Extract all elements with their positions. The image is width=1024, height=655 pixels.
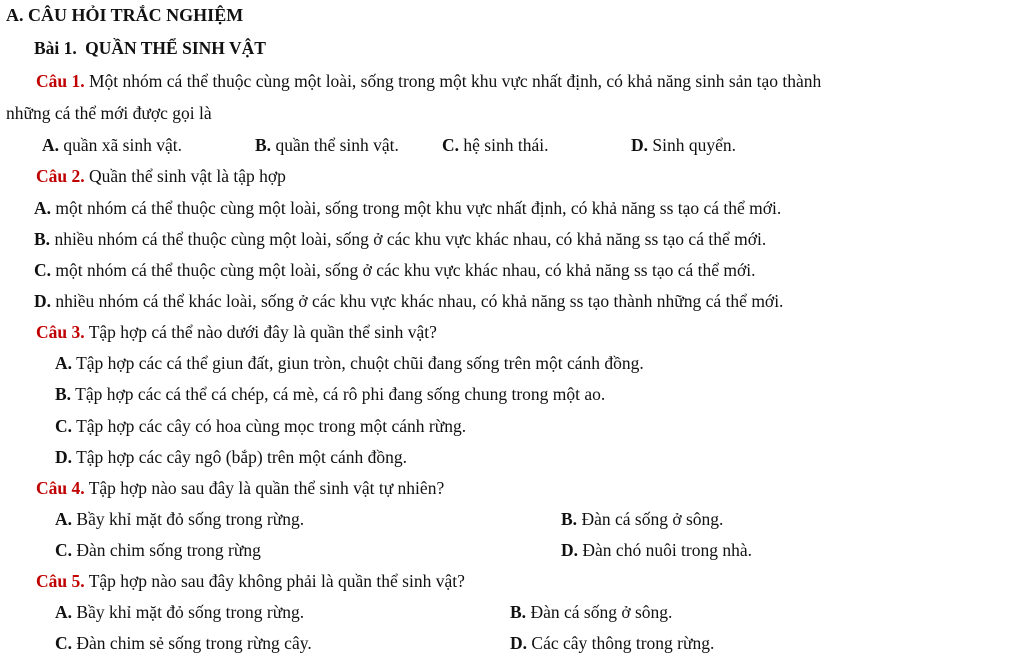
question-3-option-a: A. Tập hợp các cá thể giun đất, giun tròn, chuột chũi đang sống trên một cánh đồng. (55, 353, 644, 373)
lesson-number: Bài 1. (34, 38, 77, 58)
section-letter: A. (6, 5, 24, 25)
section-title: CÂU HỎI TRẮC NGHIỆM (28, 5, 244, 25)
question-2-option-d: D. nhiều nhóm cá thể khác loài, sống ở các khu vực khác nhau, có khả năng ss tạo thành những cá thể mới. (34, 291, 784, 311)
question-3-option-c: C. Tập hợp các cây có hoa cùng mọc trong một cánh rừng. (55, 416, 467, 436)
question-2-label: Câu 2. (36, 166, 85, 186)
question-1-stem-line1: Một nhóm cá thể thuộc cùng một loài, sống trong một khu vực nhất định, có khả năng sinh sản tạo thành (89, 71, 822, 91)
question-2-option-c: C. một nhóm cá thể thuộc cùng một loài, sống ở các khu vực khác nhau, có khả năng ss tạo cá thể mới. (34, 260, 756, 280)
question-1-option-b: B. quần thể sinh vật. (255, 135, 399, 155)
question-4-label: Câu 4. (36, 478, 85, 498)
question-5-option-a: A. Bầy khỉ mặt đỏ sống trong rừng. (55, 602, 305, 622)
question-4-option-b: B. Đàn cá sống ở sông. (561, 509, 724, 529)
question-1-stem-line2: những cá thể mới được gọi là (6, 103, 212, 123)
lesson-heading (34, 37, 266, 59)
section-heading (6, 4, 243, 26)
question-1-label: Câu 1. (36, 71, 85, 91)
lesson-title: QUẦN THỂ SINH VẬT (85, 38, 266, 58)
question-5-label: Câu 5. (36, 571, 85, 591)
question-1-stem (36, 70, 821, 92)
question-4-option-d: D. Đàn chó nuôi trong nhà. (561, 540, 753, 560)
question-2-option-b: B. nhiều nhóm cá thể thuộc cùng một loài, sống ở các khu vực khác nhau, có khả năng ss tạo cá thể mới. (34, 229, 767, 249)
question-3-label: Câu 3. (36, 322, 85, 342)
question-3-stem: Câu 3. Tập hợp cá thể nào dưới đây là quần thể sinh vật? (36, 322, 437, 342)
question-1-option-d: D. Sinh quyển. (631, 135, 737, 155)
question-5-option-d: D. Các cây thông trong rừng. (510, 633, 715, 653)
question-3-option-d: D. Tập hợp các cây ngô (bắp) trên một cánh đồng. (55, 447, 408, 467)
question-4-option-c: C. Đàn chim sống trong rừng (55, 540, 261, 560)
question-4-option-a: A. Bầy khỉ mặt đỏ sống trong rừng. (55, 509, 305, 529)
question-3-option-b: B. Tập hợp các cá thể cá chép, cá mè, cá rô phi đang sống chung trong một ao. (55, 384, 606, 404)
question-2-stem: Câu 2. Quần thể sinh vật là tập hợp (36, 166, 286, 186)
question-5-stem: Câu 5. Tập hợp nào sau đây không phải là quần thể sinh vật? (36, 571, 465, 591)
question-5-option-b: B. Đàn cá sống ở sông. (510, 602, 673, 622)
question-1-option-c: C. hệ sinh thái. (442, 135, 549, 155)
question-2-option-a: A. một nhóm cá thể thuộc cùng một loài, sống trong một khu vực nhất định, có khả năng ss tạo cá thể mới. (34, 198, 782, 218)
question-1-option-a: A. quần xã sinh vật. (42, 135, 182, 155)
question-4-stem: Câu 4. Tập hợp nào sau đây là quần thể sinh vật tự nhiên? (36, 478, 445, 498)
question-5-option-c: C. Đàn chim sẻ sống trong rừng cây. (55, 633, 312, 653)
